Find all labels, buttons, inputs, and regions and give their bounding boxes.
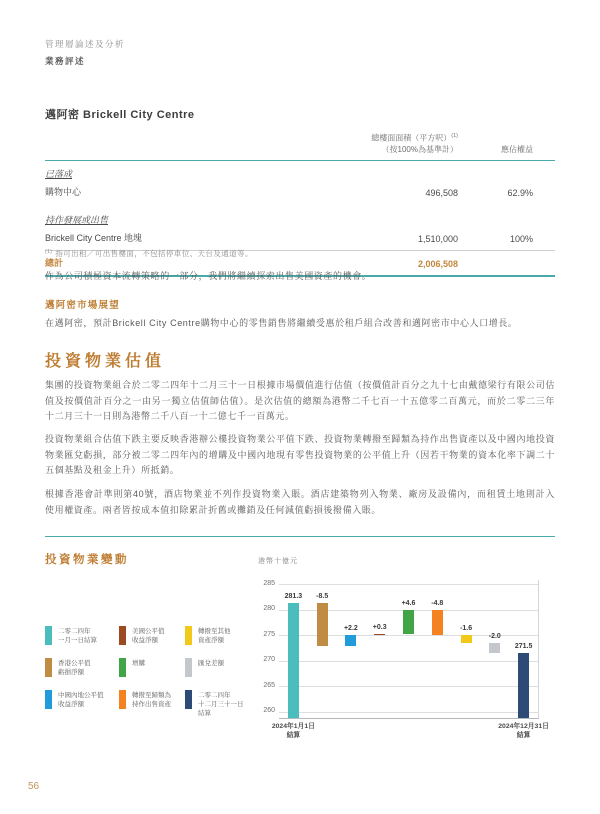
legend-swatch: [185, 658, 192, 677]
bar-value-label: +4.6: [401, 600, 416, 608]
legend-item: [119, 626, 185, 645]
legend-label: 二零二四年 一月一日結算: [58, 628, 97, 644]
group-label-completed: 已落成: [45, 160, 555, 180]
bar-value-label: -1.6: [460, 624, 473, 632]
y-axis-tick: 260: [263, 707, 275, 715]
legend-label: 轉撥至其他 資產淨額: [198, 628, 231, 644]
waterfall-bar-8: [489, 643, 500, 653]
section-divider: [45, 536, 555, 537]
legend-label: 增購: [132, 660, 145, 667]
legend-swatch: [119, 658, 126, 677]
legend-item: [45, 658, 119, 677]
bar-value-label: 271.5: [514, 643, 533, 651]
waterfall-bar-9: [518, 653, 529, 718]
bar-value-label: 281.3: [284, 593, 303, 600]
column-header-interest: 應佔權益: [501, 145, 533, 155]
section-breadcrumb: 管理層論述及分析: [45, 39, 126, 49]
footnote-ref: (1): [451, 133, 458, 139]
page-number: 56: [28, 781, 40, 792]
legend-item: [45, 690, 119, 718]
paragraph-valuation-1: 集團的投資物業組合於二零二四年十二月三十一日根據市場價值進行估值（按價值計百分之九十七由戴德梁行有限公司估值及按價值計百分之一由另一獨立估值師估值）。是次估值的總額為港幣二千七百一十五億零二百萬元，而於二零二三年十二月三十一日則為港幣二千八百一十二億七千一百萬元。: [45, 380, 555, 421]
y-axis-tick: 265: [263, 681, 275, 689]
legend-swatch: [45, 690, 52, 709]
total-label: 總計: [45, 257, 64, 268]
x-axis-label: 2024年12月31日 結算: [498, 723, 549, 739]
y-axis-tick: 280: [263, 605, 275, 613]
section-title: 業務評述: [45, 56, 86, 66]
legend-label: 美國公平值 收益淨額: [132, 628, 165, 644]
waterfall-bar-3: [345, 635, 356, 646]
paragraph-valuation-3: 根據香港會計準則第40號，酒店物業並不列作投資物業入賬。酒店建築物列入物業、廠房及設備內，而租賃土地則計入使用權資產。兩者皆按成本值扣除累計折舊或攤銷及任何減值虧損後撥備入賬。: [45, 489, 555, 515]
waterfall-bar-2: [317, 603, 328, 646]
legend-item: [185, 626, 263, 645]
legend-swatch: [45, 658, 52, 677]
waterfall-plot: [271, 580, 549, 739]
y-axis-tick: 275: [263, 630, 275, 638]
legend-item: [119, 658, 185, 677]
waterfall-chart: [258, 576, 558, 748]
row-area-value: 1,510,000: [417, 233, 458, 244]
y-axis-tick: 285: [263, 579, 275, 587]
legend-swatch: [119, 690, 126, 709]
table-footnote: $^{(1)}$ 指可出租／可出售樓面，不包括停車位、天台及通道等。: [45, 248, 253, 258]
x-axis-label: 2024年1月1日 結算: [271, 723, 315, 739]
chart-unit-label: 港幣十億元: [258, 558, 298, 565]
gridline: [279, 686, 538, 687]
gridline: [279, 584, 538, 585]
waterfall-bar-6: [432, 610, 443, 635]
heading-investment-valuation: 投資物業估值: [45, 353, 166, 370]
bar-value-label: -4.8: [431, 600, 444, 608]
group-label-development: 持作發展或出售: [45, 214, 109, 225]
legend-label: 香港公平值 虧損淨額: [58, 660, 91, 676]
bar-value-label: -2.0: [488, 632, 501, 640]
legend-label: 二零二四年 十二月三十一日 結算: [198, 692, 244, 717]
chart-title: 投資物業變動: [45, 554, 129, 566]
footnote-marker: (1): [45, 248, 53, 255]
legend-swatch: [185, 690, 192, 709]
legend-item: [119, 690, 185, 718]
row-area-value: 496,508: [425, 187, 458, 198]
waterfall-bar-4: [374, 634, 385, 636]
gridline: [279, 661, 538, 662]
gridline: [279, 712, 538, 713]
chart-legend: [45, 626, 263, 718]
paragraph-capital-strategy: 作為公司積極資本流轉策略的一部分，我們將繼續探索出售美國資產的機會。: [45, 271, 372, 281]
y-axis-tick: 270: [263, 656, 275, 664]
legend-label: 轉撥至歸類為 持作出售資產: [132, 692, 171, 708]
paragraph-miami-outlook: 在邁阿密，預計Brickell City Centre購物中心的零售銷售將繼續受惠於租戶組合改善和邁阿密市中心人口增長。: [45, 318, 518, 328]
waterfall-bar-7: [461, 635, 472, 643]
total-area-value: 2,006,508: [417, 258, 458, 269]
bar-value-label: +2.2: [343, 625, 358, 633]
legend-item: [185, 690, 263, 718]
legend-item: [185, 658, 263, 677]
legend-item: [45, 626, 119, 645]
table-row: [45, 226, 555, 250]
table-header-row: [45, 131, 555, 160]
column-header-area: 總樓面面積（平方呎）$^{(1)}$ （按100%為基準計）: [371, 133, 458, 155]
legend-label: 匯兌差額: [198, 660, 224, 667]
waterfall-bar-5: [403, 610, 414, 634]
page-header: [45, 38, 125, 67]
row-interest-value: 100%: [509, 233, 533, 244]
table-title: 邁阿密 Brickell City Centre: [45, 109, 195, 121]
legend-swatch: [45, 626, 52, 645]
bar-value-label: +0.3: [372, 623, 387, 631]
waterfall-bar-1: [288, 603, 299, 718]
table-row: [45, 180, 555, 207]
row-label: 購物中心: [45, 186, 82, 197]
heading-miami-outlook: 邁阿密市場展望: [45, 300, 120, 311]
legend-swatch: [119, 626, 126, 645]
row-interest-value: 62.9%: [507, 187, 533, 198]
paragraph-valuation-2: 投資物業組合估值下跌主要反映香港辦公樓投資物業公平值下跌、投資物業轉撥至歸類為持作出售資產以及中國內地投資物業匯兌虧損，部分被二零二四年內的增購及中國內地現有零售投資物業的公平值上升（因若干物業的資本化率下調二十五個基點及租金上升）所抵銷。: [45, 434, 555, 475]
legend-swatch: [185, 626, 192, 645]
row-label: Brickell City Centre 地塊: [45, 232, 143, 243]
bar-value-label: -8.5: [316, 593, 329, 600]
legend-label: 中國內地公平值 收益淨額: [58, 692, 104, 708]
